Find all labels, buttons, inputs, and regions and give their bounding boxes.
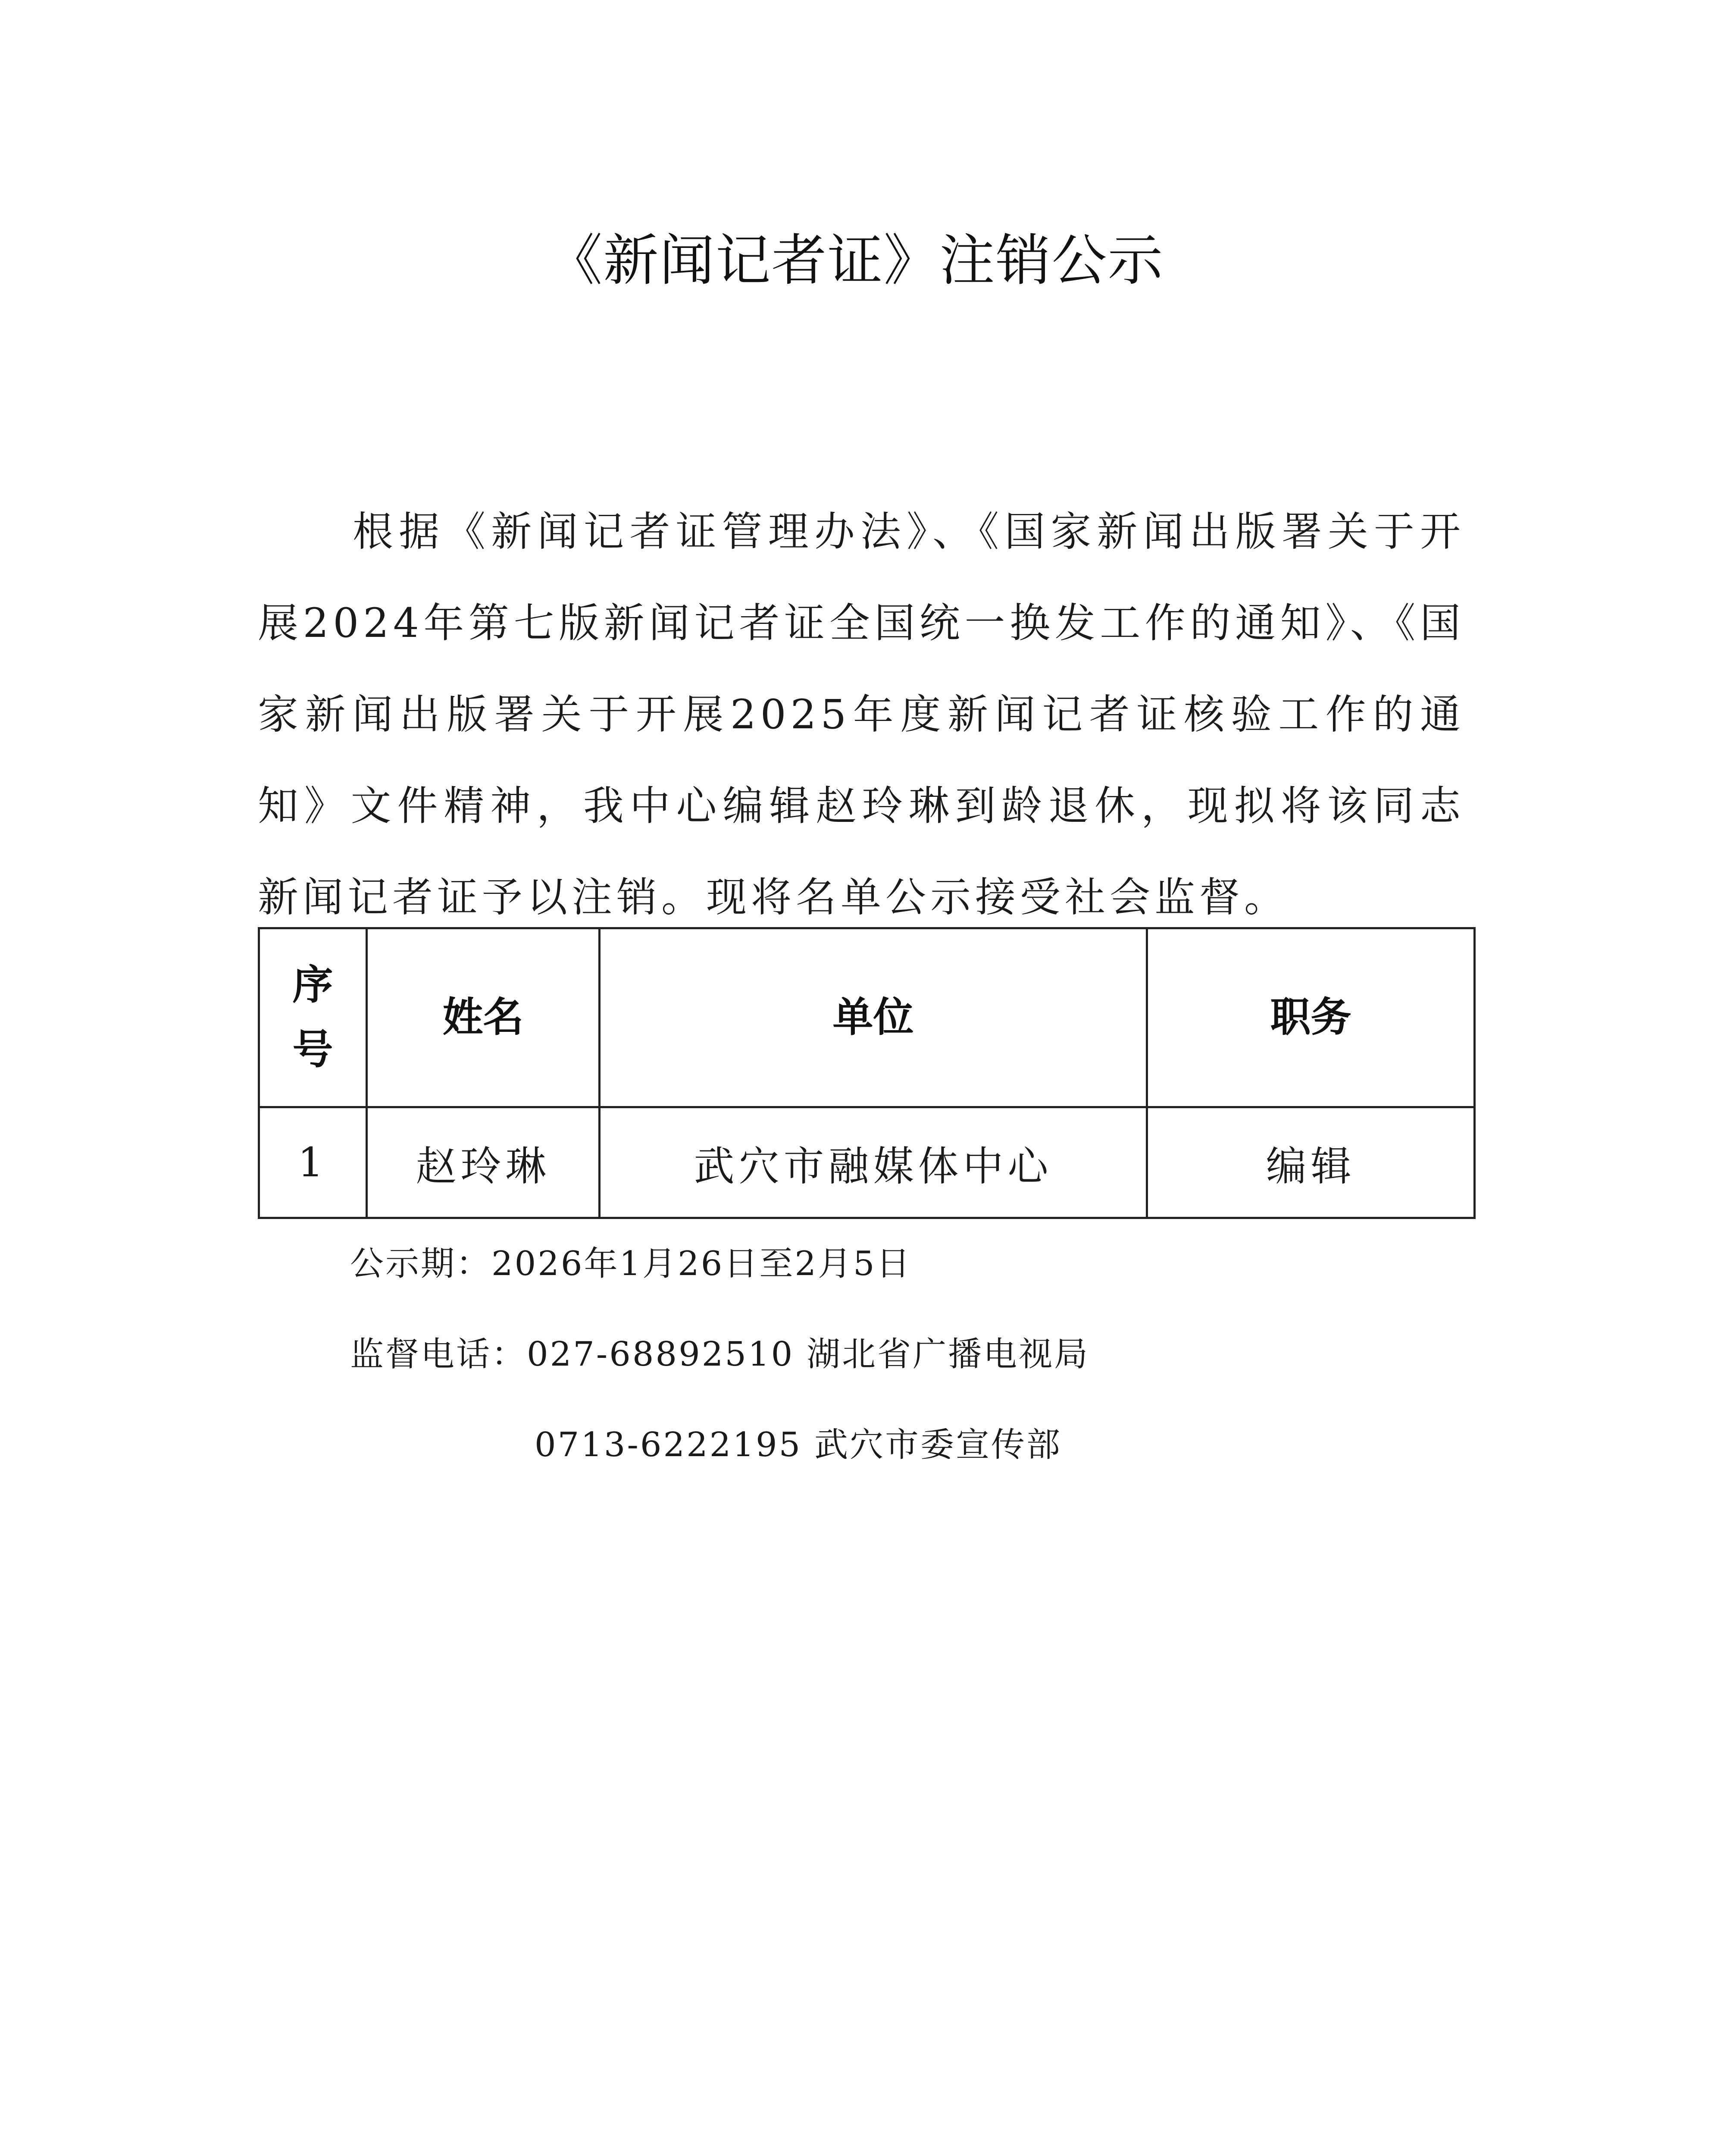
- header-seq: [259, 928, 367, 1107]
- period-label: 公示期：: [350, 1244, 492, 1283]
- table-header-row: [259, 928, 1475, 1107]
- cell-name: 赵玲琳: [367, 1107, 600, 1218]
- body-paragraph: 根据《新闻记者证管理办法》、《国家新闻出版署关于开展2024年第七版新闻记者证全国统一换发工作的通知》、《国家新闻出版署关于开展2025年度新闻记者证核验工作的通知》文件精神，我中心编辑赵玲琳到龄退休，现拟将该同志新闻记者证予以注销。现将名单公示接受社会监督。: [258, 508, 1465, 921]
- cell-position: 编辑: [1147, 1107, 1475, 1218]
- header-seq-line1: 序: [292, 962, 333, 1009]
- cell-seq: 1: [259, 1107, 367, 1218]
- cancellation-table: [258, 927, 1476, 1219]
- period-value: 2026年1月26日至2月5日: [491, 1244, 912, 1283]
- phone1-number: 027-68892510: [527, 1335, 795, 1374]
- header-name: 姓名: [367, 928, 600, 1107]
- phone2-number: 0713-6222195: [535, 1426, 802, 1464]
- header-position: 职务: [1147, 928, 1475, 1107]
- header-seq-line2: 号: [292, 1026, 333, 1073]
- phone2-org: 武穴市委宣传部: [814, 1426, 1062, 1464]
- supervision-phone-line-1: [350, 1331, 1089, 1378]
- phone-label: 监督电话：: [350, 1335, 527, 1374]
- phone1-org: 湖北省广播电视局: [807, 1335, 1090, 1374]
- cell-unit: 武穴市融媒体中心: [600, 1107, 1147, 1218]
- supervision-phone-line-2: [535, 1421, 1062, 1469]
- table-row: [259, 1107, 1475, 1218]
- header-unit: 单位: [600, 928, 1147, 1107]
- publicity-period: [350, 1240, 912, 1288]
- page-title: 《新闻记者证》注销公示: [547, 229, 1164, 293]
